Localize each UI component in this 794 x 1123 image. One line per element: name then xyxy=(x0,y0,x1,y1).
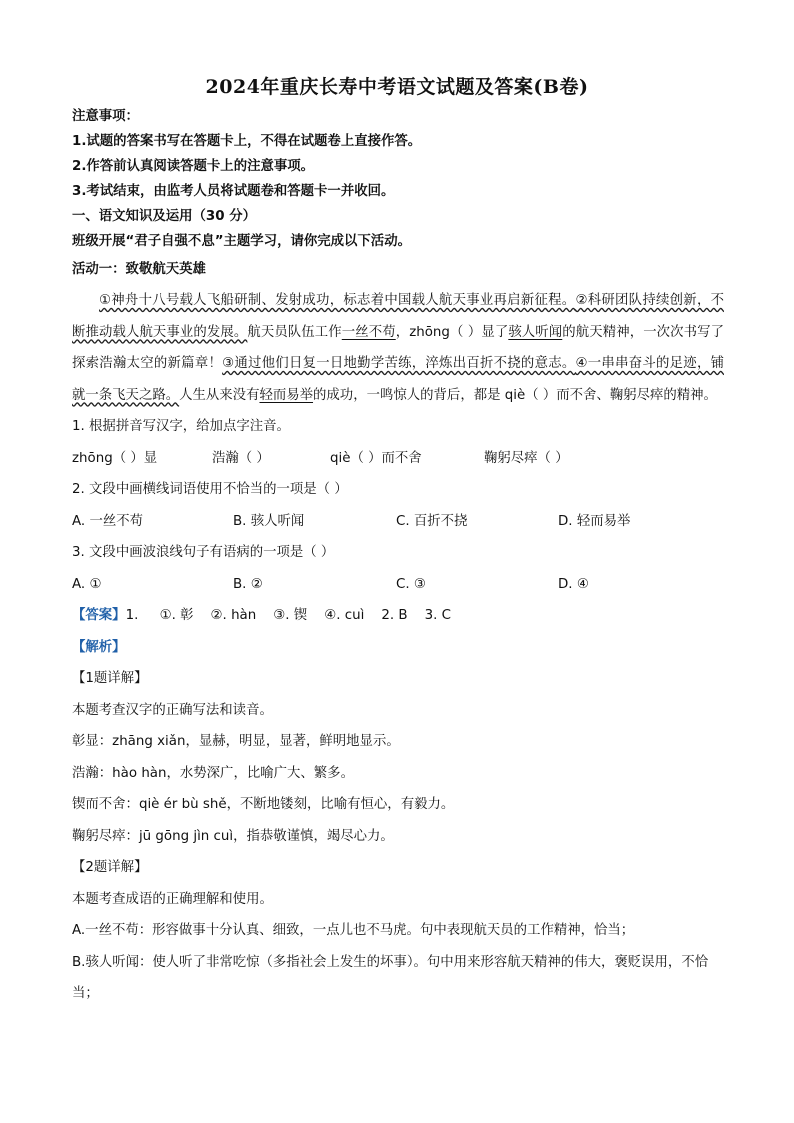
section-intro: 班级开展“君子自强不息”主题学习，请你完成以下活动。 xyxy=(72,234,411,249)
q1-item: 鞠躬尽瘁（ ） xyxy=(484,450,569,466)
detail-2-option-b: B.骇人听闻：使人听了非常吃惊（多指社会上发生的坏事）。句中用来形容航天精神的伟大，褒贬误用，不恰当； xyxy=(72,954,709,1001)
question-2-options xyxy=(72,506,724,538)
answer-line xyxy=(72,600,724,632)
question-3-stem: 3. 文段中画波浪线句子有语病的一项是（ ） xyxy=(72,545,335,560)
reading-passage xyxy=(72,285,724,411)
detail-1-heading: 【1题详解】 xyxy=(72,671,148,686)
underlined-word-2: 骇人听闻 xyxy=(508,324,563,340)
answer-text: 1. ①. 彰 ②. hàn ③. 锲 ④. cuì 2. B 3. C xyxy=(125,608,451,623)
option-c: C. ③ xyxy=(396,576,426,592)
detail-1-line: 鞠躬尽瘁：jū gōng jìn cuì，指恭敬谨慎，竭尽心力。 xyxy=(72,828,394,844)
option-c: C. 百折不挠 xyxy=(396,513,468,529)
wavy-sentence-2: ②科研团队持续创新，不断推动载人航天事业的发展。 xyxy=(72,293,724,340)
notice-item: 2.作答前认真阅读答题卡上的注意事项。 xyxy=(72,159,315,174)
wavy-sentence-1: ①神舟十八号载人飞船研制、发射成功，标志着中国载人航天事业再启新征程。 xyxy=(99,293,576,308)
detail-2-option-a: A.一丝不苟：形容做事十分认真、细致，一点儿也不马虎。句中表现航天员的工作精神，恰当； xyxy=(72,923,635,938)
option-b: B. 骇人听闻 xyxy=(233,513,305,529)
question-2-stem: 2. 文段中画横线词语使用不恰当的一项是（ ） xyxy=(72,482,348,497)
document-body xyxy=(72,104,724,1010)
option-b: B. ② xyxy=(233,576,263,592)
q1-item: qiè（ ）而不舍 xyxy=(330,450,422,466)
underlined-word-1: 一丝不苟 xyxy=(341,324,396,340)
option-d: D. 轻而易举 xyxy=(558,513,631,529)
detail-2-intro: 本题考查成语的正确理解和使用。 xyxy=(72,891,273,907)
question-1-items xyxy=(72,443,724,475)
detail-1-line: 锲而不舍：qiè ér bù shě，不断地镂刻，比喻有恒心，有毅力。 xyxy=(72,797,455,812)
detail-1-intro: 本题考查汉字的正确写法和读音。 xyxy=(72,702,273,718)
analysis-label: 【解析】 xyxy=(72,639,126,655)
underlined-word-3: 轻而易举 xyxy=(259,387,314,403)
section-heading: 一、语文知识及运用（30 分） xyxy=(72,209,256,224)
option-a: A. 一丝不苟 xyxy=(72,513,143,529)
q1-item: 浩瀚（ ） xyxy=(212,450,270,466)
detail-2-heading: 【2题详解】 xyxy=(72,860,148,875)
passage-text: 的航天精神，一次次书写了探索浩瀚太空的新篇章！ xyxy=(72,324,725,371)
wavy-sentence-3: ③通过他们日复一日地勤学苦练，淬炼出百折不挠的意志。 xyxy=(222,356,576,371)
activity-heading: 活动一：致敬航天英雄 xyxy=(72,262,206,277)
question-3-options xyxy=(72,569,724,601)
detail-1-line: 彰显：zhāng xiǎn，显赫，明显，显著，鲜明地显示。 xyxy=(72,734,400,749)
q1-item: zhōng（ ）显 xyxy=(72,450,158,466)
notice-heading: 注意事项： xyxy=(72,109,139,124)
page-title: 2024年重庆长寿中考语文试题及答案(B卷) xyxy=(205,76,589,98)
passage-text: 的成功，一鸣惊人的背后，都是 qiè（ ）而不舍、鞠躬尽瘁的精神。 xyxy=(313,387,717,403)
passage-text: 人生从来没有 xyxy=(179,387,260,403)
wavy-sentence-4: ④一串串奋斗的足迹，铺就一条飞天之路。 xyxy=(72,356,724,403)
option-a: A. ① xyxy=(72,576,102,592)
passage-text: 航天员队伍工作 xyxy=(247,324,342,340)
notice-item: 3.考试结束，由监考人员将试题卷和答题卡一并收回。 xyxy=(72,184,395,199)
notice-item: 1.试题的答案书写在答题卡上，不得在试题卷上直接作答。 xyxy=(72,134,422,149)
option-d: D. ④ xyxy=(558,576,589,592)
question-1-stem: 1. 根据拼音写汉字，给加点字注音。 xyxy=(72,419,290,434)
passage-text: ，zhōng（ ）显了 xyxy=(395,324,509,340)
detail-1-line: 浩瀚：hào hàn，水势深广，比喻广大、繁多。 xyxy=(72,765,354,781)
answer-label: 【答案】 xyxy=(72,608,126,623)
